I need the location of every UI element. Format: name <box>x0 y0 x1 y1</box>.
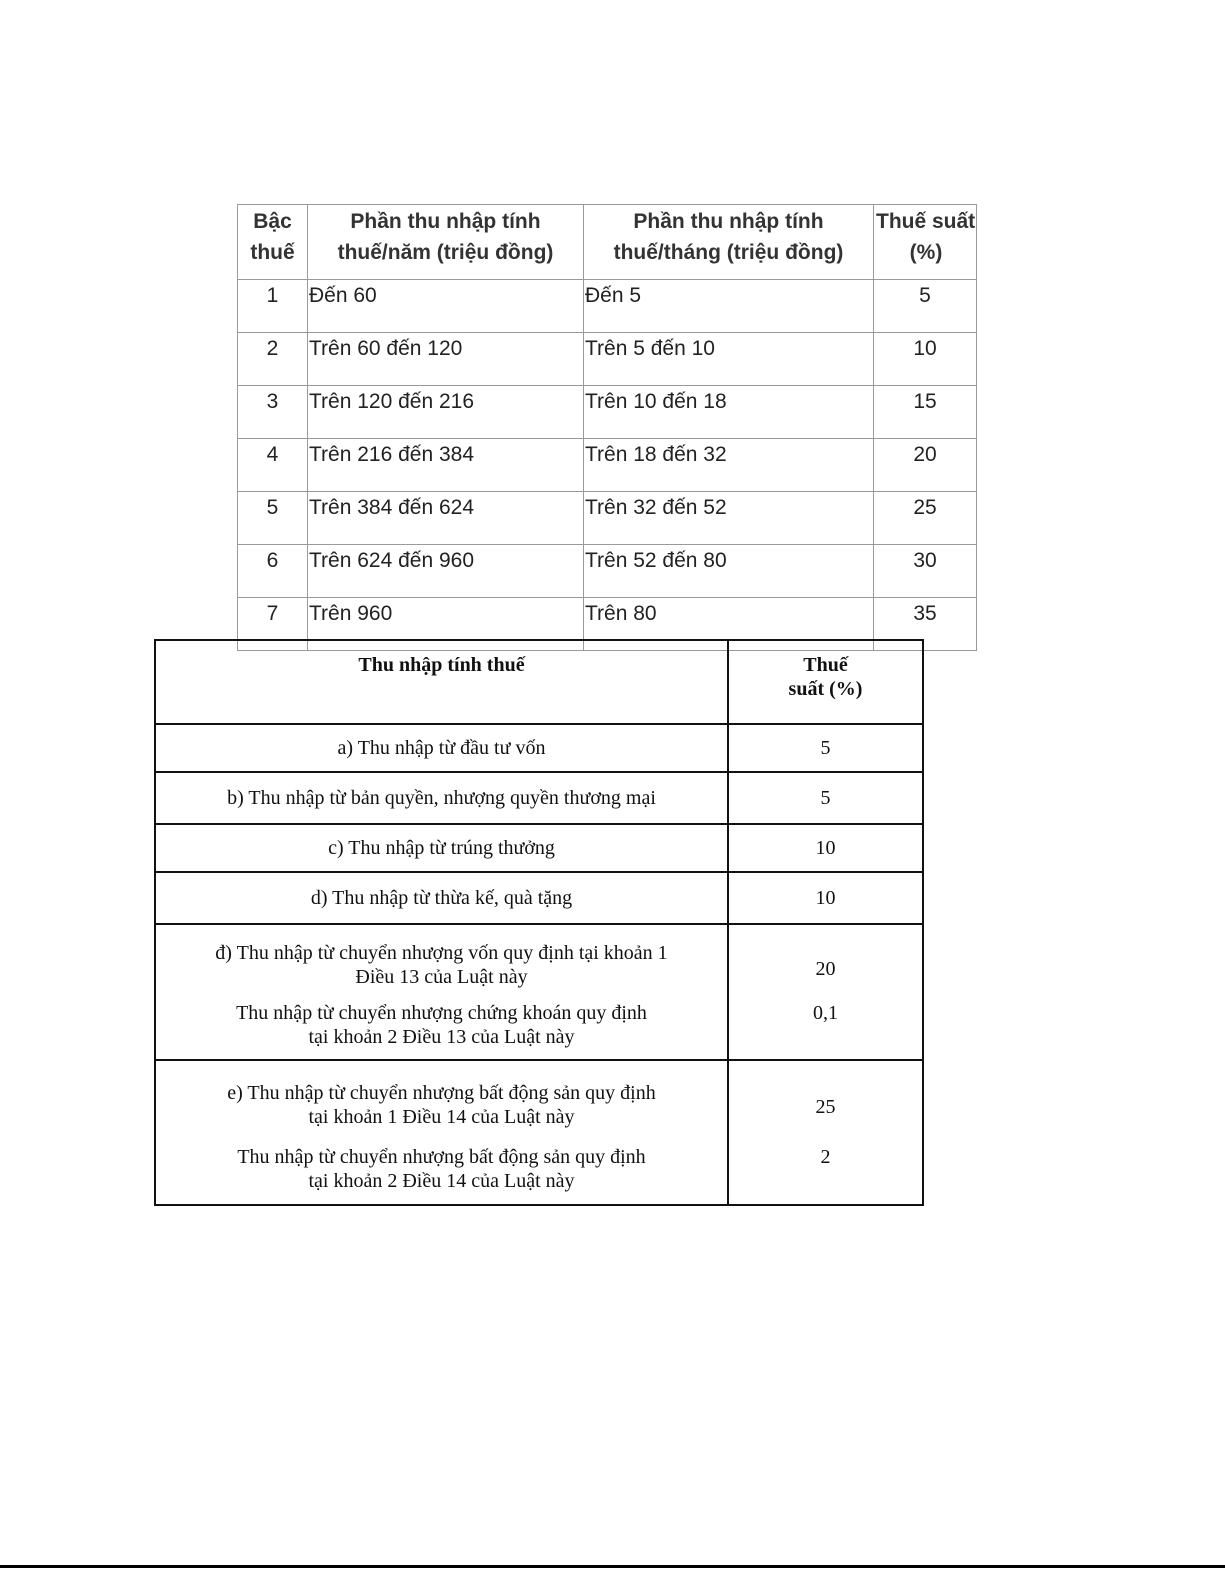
tax-level-cell: 2 <box>238 333 308 386</box>
tax-rate-cell: 5 <box>874 280 977 333</box>
monthly-income-cell: Trên 5 đến 10 <box>584 333 874 386</box>
table-row <box>155 1060 923 1205</box>
tax-rate-cell: 10 <box>728 824 923 872</box>
tax-rate-cell: 20 <box>874 439 977 492</box>
table-row <box>238 333 977 386</box>
real-estate-transfer-text-1: e) Thu nhập từ chuyển nhượng bất động sản quy định tại khoản 1 Điều 14 của Luật này <box>227 1082 656 1128</box>
tax-rate-cell: 35 <box>874 598 977 651</box>
monthly-income-cell: Trên 52 đến 80 <box>584 545 874 598</box>
income-type-cell: b) Thu nhập từ bản quyền, nhượng quyền thương mại <box>155 772 728 824</box>
table-header-row <box>155 640 923 724</box>
monthly-income-cell: Trên 80 <box>584 598 874 651</box>
table-row <box>238 439 977 492</box>
tax-rate-cell: 5 <box>728 772 923 824</box>
annual-income-cell: Trên 60 đến 120 <box>308 333 584 386</box>
tax-rate-cell <box>728 924 923 1060</box>
header-taxable-income: Thu nhập tính thuế <box>155 640 728 724</box>
capital-transfer-text: đ) Thu nhập từ chuyển nhượng vốn quy định tại khoản 1 Điều 13 của Luật này <box>215 942 668 988</box>
tax-rate-cell: 5 <box>728 724 923 772</box>
tax-level-cell: 4 <box>238 439 308 492</box>
income-type-cell <box>155 924 728 1060</box>
income-type-cell: c) Thu nhập từ trúng thưởng <box>155 824 728 872</box>
monthly-income-cell: Trên 32 đến 52 <box>584 492 874 545</box>
annual-income-cell: Trên 384 đến 624 <box>308 492 584 545</box>
tax-level-cell: 3 <box>238 386 308 439</box>
monthly-income-cell: Đến 5 <box>584 280 874 333</box>
tax-rate-cell: 30 <box>874 545 977 598</box>
page-bottom-border <box>0 1565 1225 1568</box>
income-type-cell: d) Thu nhập từ thừa kế, quà tặng <box>155 872 728 924</box>
progressive-tax-table <box>237 204 977 651</box>
annual-income-cell: Trên 120 đến 216 <box>308 386 584 439</box>
table-row <box>155 872 923 924</box>
annual-income-cell: Trên 216 đến 384 <box>308 439 584 492</box>
monthly-income-cell: Trên 10 đến 18 <box>584 386 874 439</box>
income-type-cell: a) Thu nhập từ đầu tư vốn <box>155 724 728 772</box>
table-row <box>155 724 923 772</box>
securities-transfer-text: Thu nhập từ chuyển nhượng chứng khoán quy định tại khoản 2 Điều 13 của Luật này <box>236 1002 647 1048</box>
table-row <box>238 386 977 439</box>
tax-level-cell: 7 <box>238 598 308 651</box>
real-estate-transfer-rate-1: 25 <box>815 1096 836 1118</box>
annual-income-cell: Đến 60 <box>308 280 584 333</box>
table-row <box>155 924 923 1060</box>
tax-level-cell: 1 <box>238 280 308 333</box>
tax-level-cell: 5 <box>238 492 308 545</box>
income-type-cell <box>155 1060 728 1205</box>
table-row <box>155 772 923 824</box>
table-row <box>238 280 977 333</box>
tax-rate-cell: 10 <box>728 872 923 924</box>
flat-rate-tax-table <box>154 639 924 1206</box>
real-estate-transfer-rate-2: 2 <box>820 1146 831 1168</box>
header-tax-rate: Thuế suất (%) <box>874 205 977 280</box>
header-monthly-income: Phần thu nhập tính thuế/tháng (triệu đồng) <box>584 205 874 280</box>
tax-level-cell: 6 <box>238 545 308 598</box>
tax-rate-cell: 25 <box>874 492 977 545</box>
table-row <box>238 492 977 545</box>
header-tax-rate: Thuế suất (%) <box>728 640 923 724</box>
header-annual-income: Phần thu nhập tính thuế/năm (triệu đồng) <box>308 205 584 280</box>
annual-income-cell: Trên 960 <box>308 598 584 651</box>
monthly-income-cell: Trên 18 đến 32 <box>584 439 874 492</box>
table-row <box>155 824 923 872</box>
header-tax-level: Bậc thuế <box>238 205 308 280</box>
table-row <box>238 545 977 598</box>
tax-rate-cell: 15 <box>874 386 977 439</box>
securities-transfer-rate: 0,1 <box>813 1002 838 1024</box>
tax-rate-cell <box>728 1060 923 1205</box>
annual-income-cell: Trên 624 đến 960 <box>308 545 584 598</box>
capital-transfer-rate: 20 <box>815 958 836 980</box>
table-header-row <box>238 205 977 280</box>
real-estate-transfer-text-2: Thu nhập từ chuyển nhượng bất động sản quy định tại khoản 2 Điều 14 của Luật này <box>237 1146 646 1192</box>
tax-rate-cell: 10 <box>874 333 977 386</box>
